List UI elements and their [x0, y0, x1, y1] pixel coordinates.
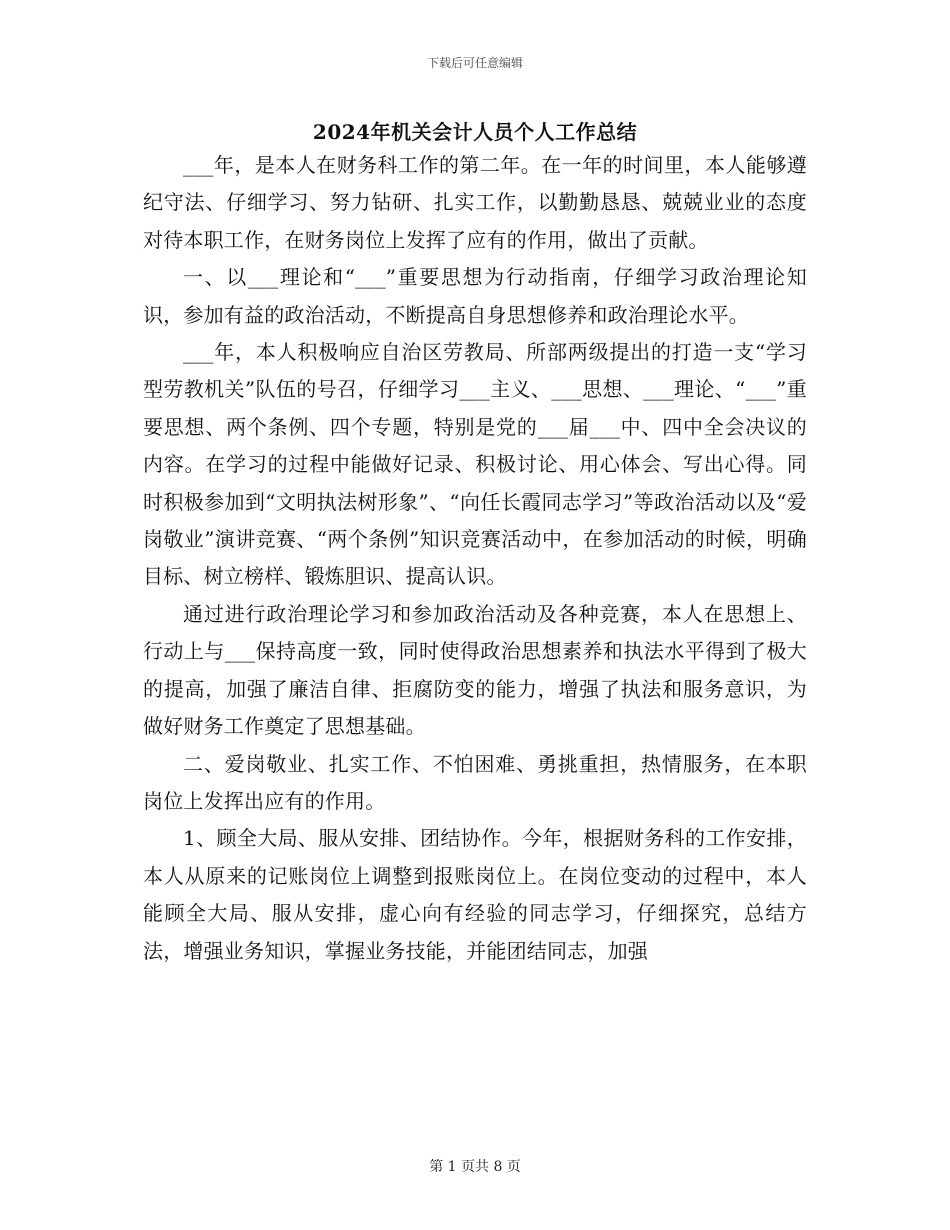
paragraph-2: 一、以___理论和“___”重要思想为行动指南，仔细学习政治理论知识，参加有益的政治活动，不断提高自身思想修养和政治理论水平。	[143, 265, 807, 327]
paragraph-6: 1、顾全大局、服从安排、团结协作。今年，根据财务科的工作安排，本人从原来的记账岗位上调整到报账岗位上。在岗位变动的过程中，本人能顾全大局、服从安排，虚心向有经验的同志学习，仔细探究，总结方法，增强业务知识，掌握业务技能，并能团结同志，加强	[143, 826, 807, 963]
header-note: 下载后可任意编辑	[426, 56, 523, 70]
paragraph-3: ___年，本人积极响应自治区劳教局、所部两级提出的打造一支“学习型劳教机关”队伍的号召，仔细学习___主义、___思想、___理论、“___”重要思想、两个条例、四个专题，特别是党的___届___中、四中全会决议的内容。在学习的过程中能做好记录、积极讨论、用心体会、写出心得。同时积极参加到“文明执法树形象”、“向任长霞同志学习”等政治活动以及“爱岗敬业”演讲竞赛、“两个条例”知识竞赛活动中，在参加活动的时候，明确目标、树立榜样、锻炼胆识、提高认识。	[143, 340, 807, 589]
document-body	[143, 147, 807, 970]
paragraph-1: ___年，是本人在财务科工作的第二年。在一年的时间里，本人能够遵纪守法、仔细学习、努力钻研、扎实工作，以勤勤恳恳、兢兢业业的态度对待本职工作，在财务岗位上发挥了应有的作用，做出了贡献。	[143, 153, 807, 252]
paragraph-5: 二、爱岗敬业、扎实工作、不怕困难、勇挑重担，热情服务，在本职岗位上发挥出应有的作用。	[143, 751, 807, 813]
document-title: 2024年机关会计人员个人工作总结	[312, 120, 638, 144]
page-footer: 第 1 页共 8 页	[429, 1159, 521, 1175]
paragraph-4: 通过进行政治理论学习和参加政治活动及各种竞赛，本人在思想上、行动上与___保持高度一致，同时使得政治思想素养和执法水平得到了极大的提高，加强了廉洁自律、拒腐防变的能力，增强了执法和服务意识，为做好财务工作奠定了思想基础。	[143, 601, 807, 739]
